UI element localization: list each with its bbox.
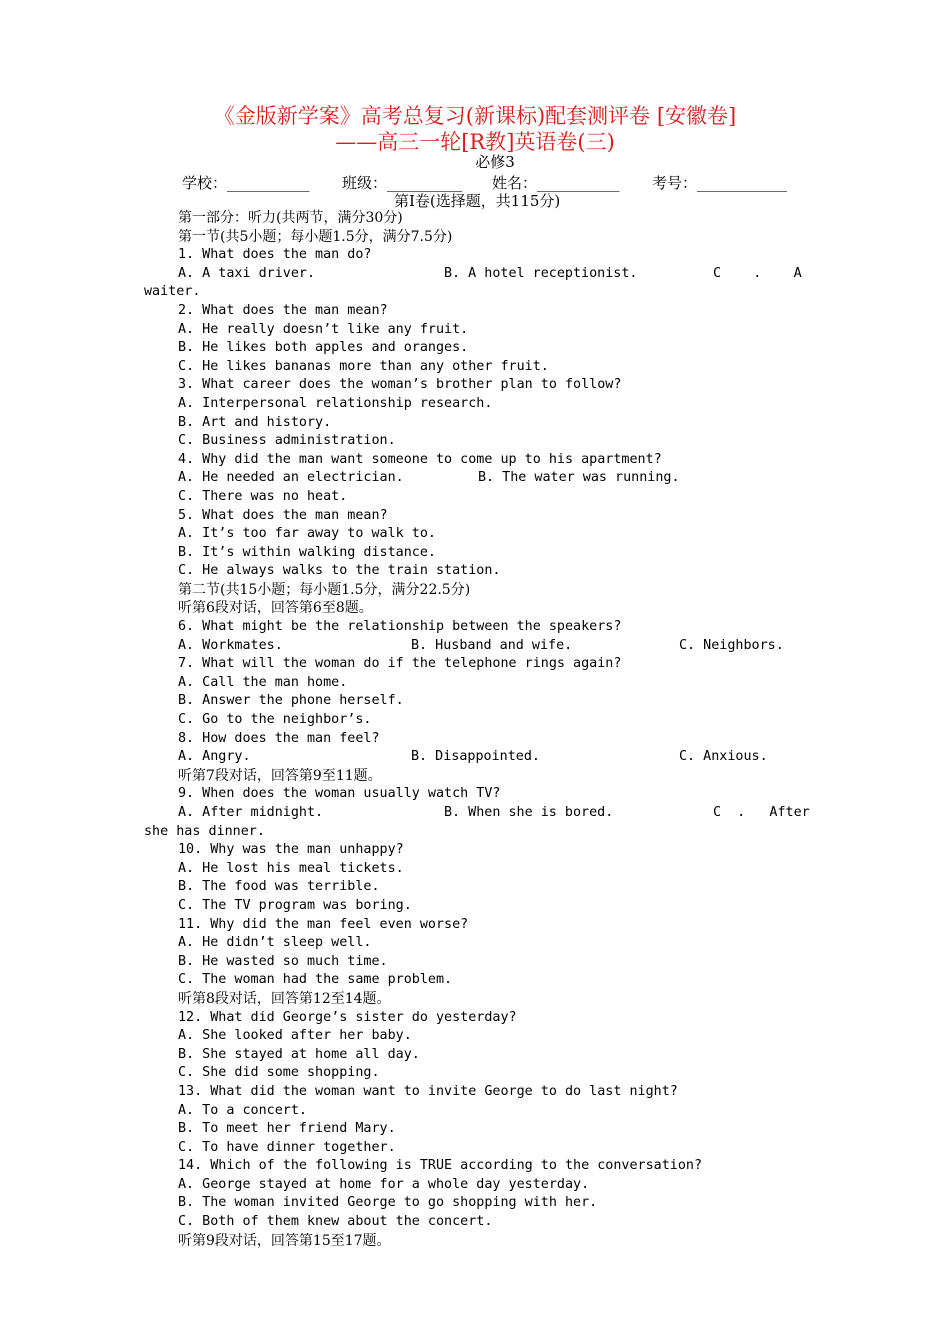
option: B. A hotel receptionist. (444, 265, 638, 281)
dialogue-instruction: 听第6段对话，回答第6至8题。 (178, 600, 373, 617)
option: C. Business administration. (178, 433, 396, 449)
question: 11. Why did the man feel even worse? (178, 916, 469, 932)
section-heading: 第一节(共5小题；每小题1.5分，满分7.5分) (178, 228, 453, 245)
option: B. When she is bored. (444, 805, 614, 820)
option: A. Angry. (178, 749, 251, 765)
class-field: 班级：__________ (342, 174, 463, 192)
option: C. Neighbors. (679, 637, 784, 653)
option: C. Anxious. (679, 749, 768, 765)
option: A. To a concert. (178, 1102, 307, 1118)
question: 4. Why did the man want someone to come up to his apartment? (178, 451, 662, 467)
option: C. The TV program was boring. (178, 897, 412, 913)
option: C. To have dinner together. (178, 1139, 396, 1155)
option-row (144, 804, 809, 823)
option: C. He likes bananas more than any other fruit. (178, 358, 549, 374)
question: 6. What might be the relationship between the speakers? (178, 619, 622, 635)
question: 3. What career does the woman’s brother plan to follow? (178, 377, 622, 393)
question: 10. Why was the man unhappy? (178, 842, 404, 858)
option: B. It’s within walking distance. (178, 544, 436, 560)
option: B. To meet her friend Mary. (178, 1121, 396, 1137)
school-field: 学校：___________ (182, 174, 310, 192)
option: A. He really doesn’t like any fruit. (178, 321, 469, 337)
option: A. George stayed at home for a whole day yesterday. (178, 1176, 590, 1192)
option: B. Husband and wife. (411, 637, 573, 653)
option-wrap: she has dinner. (144, 823, 265, 839)
option: C . After (713, 805, 810, 820)
option-wrap: waiter. (144, 284, 201, 300)
student-info-row (182, 172, 822, 192)
dialogue-instruction: 听第9段对话，回答第15至17题。 (178, 1232, 391, 1249)
part-heading: 第一部分：听力(共两节，满分30分) (178, 210, 403, 226)
option: B. The food was terrible. (178, 879, 380, 895)
option: A. Call the man home. (178, 674, 348, 690)
option: B. She stayed at home all day. (178, 1046, 420, 1062)
section-heading: 第二节(共15小题；每小题1.5分，满分22.5分) (178, 581, 471, 598)
option: A. It’s too far away to walk to. (178, 526, 436, 542)
option: C. She did some shopping. (178, 1065, 380, 1081)
option: A. After midnight. (178, 805, 324, 820)
question: 12. What did George’s sister do yesterday? (178, 1009, 517, 1025)
option: C. There was no heat. (178, 488, 348, 504)
option: B. He wasted so much time. (178, 953, 388, 969)
option: A. He didn’t sleep well. (178, 935, 372, 951)
option: C. Go to the neighbor’s. (178, 712, 372, 728)
option-row (144, 748, 809, 767)
question: 13. What did the woman want to invite George to do last night? (178, 1083, 678, 1099)
option: A. He needed an electrician. (178, 470, 404, 486)
option: A. She looked after her baby. (178, 1028, 412, 1044)
document-title-line1: 《金版新学案》高考总复习(新课标)配套测评卷 [安徽卷] (213, 104, 737, 128)
option: A. Interpersonal relationship research. (178, 395, 493, 411)
option: B. Disappointed. (411, 749, 540, 765)
option: A. He lost his meal tickets. (178, 860, 404, 876)
question: 9. When does the woman usually watch TV? (178, 786, 501, 802)
question: 14. Which of the following is TRUE according to the conversation? (178, 1158, 703, 1174)
question-body (144, 209, 809, 1250)
question: 5. What does the man mean? (178, 507, 388, 523)
option: C . A (713, 265, 802, 281)
option: B. He likes both apples and oranges. (178, 340, 469, 356)
name-field: 姓名：___________ (492, 174, 620, 192)
dialogue-instruction: 听第7段对话，回答第9至11题。 (178, 767, 382, 784)
dialogue-instruction: 听第8段对话，回答第12至14题。 (178, 990, 391, 1007)
document-subtitle: 必修3 (475, 153, 515, 171)
option: B. The water was running. (478, 470, 680, 486)
option: B. Art and history. (178, 414, 332, 430)
option-row (144, 637, 809, 656)
option: A. A taxi driver. (178, 265, 316, 281)
option: B. Answer the phone herself. (178, 693, 404, 709)
option-row (144, 469, 809, 488)
question: 7. What will the woman do if the telephone rings again? (178, 656, 622, 672)
question: 1. What does the man do? (178, 247, 372, 263)
volume-heading: 第Ⅰ卷(选择题，共115分) (394, 192, 561, 210)
option: C. Both of them knew about the concert. (178, 1214, 493, 1230)
exam-number-field: 考号：____________ (652, 174, 788, 192)
option: C. He always walks to the train station. (178, 563, 501, 579)
option: A. Workmates. (178, 637, 283, 653)
option: C. The woman had the same problem. (178, 972, 453, 988)
option-row (144, 265, 809, 284)
option: B. The woman invited George to go shopping with her. (178, 1195, 598, 1211)
question: 8. How does the man feel? (178, 730, 380, 746)
question: 2. What does the man mean? (178, 302, 388, 318)
document-title-line2: ——高三一轮[R教]英语卷(三) (335, 130, 615, 154)
